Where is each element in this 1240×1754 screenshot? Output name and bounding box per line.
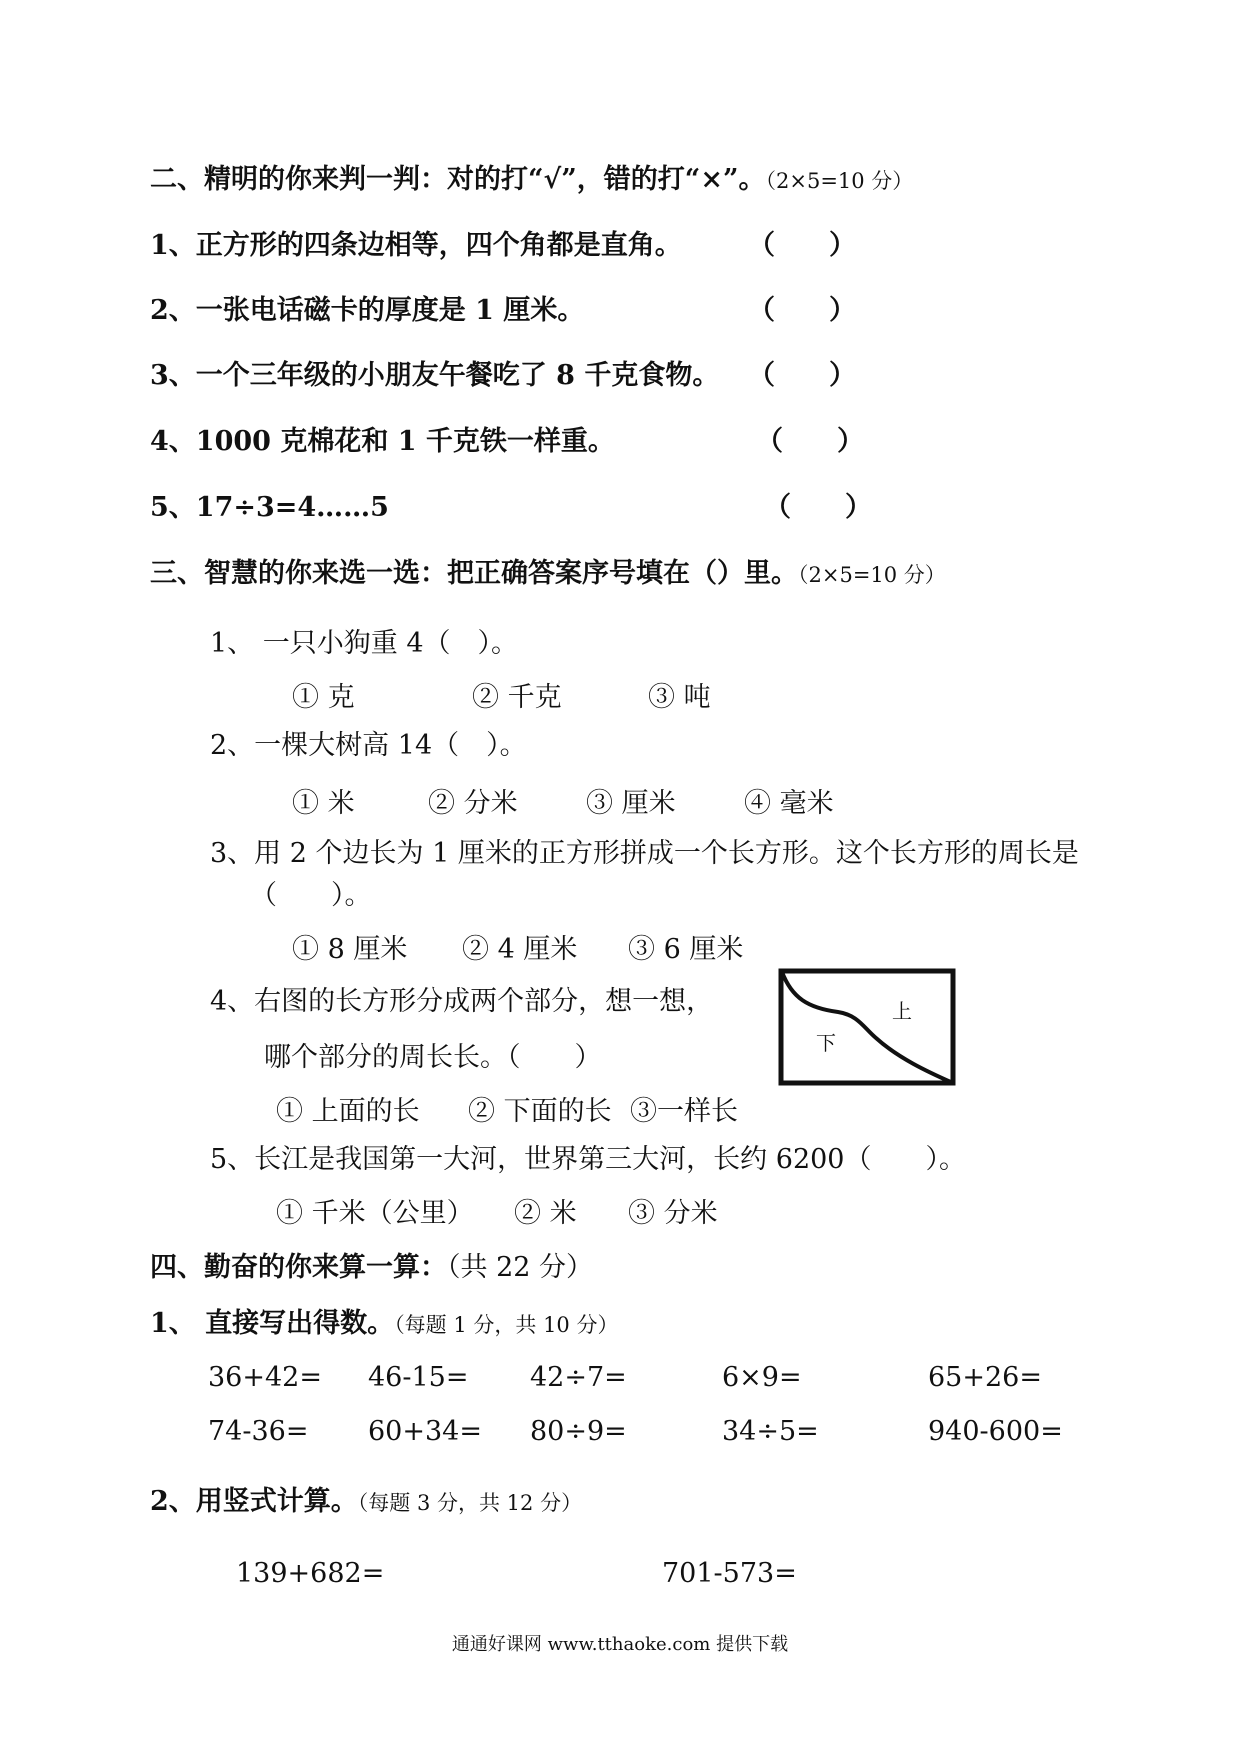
- section3-title: 三、智慧的你来选一选：把正确答案序号填在（）里。: [150, 558, 798, 589]
- choice-q5-option-1[interactable]: ① 千米（公里）: [276, 1198, 474, 1229]
- calc-part1-title: 1、 直接写出得数。: [150, 1308, 395, 1339]
- figure-label-upper: 上: [892, 999, 912, 1023]
- choice-q4-option-3[interactable]: ③一样长: [630, 1096, 738, 1127]
- calc-item[interactable]: 80÷9=: [530, 1416, 627, 1447]
- page-footer: 通通好课网 www.tthaoke.com 提供下载: [451, 1634, 789, 1655]
- choice-q2: 2、一棵大树高 14（ ）。: [210, 730, 527, 761]
- choice-q3-option-3[interactable]: ③ 6 厘米: [628, 934, 744, 965]
- judge-item-text: 1、正方形的四条边相等，四个角都是直角。: [150, 230, 682, 261]
- section4-score: （共 22 分）: [447, 1252, 594, 1283]
- calc-item[interactable]: 940-600=: [928, 1416, 1063, 1447]
- choice-q1: 1、 一只小狗重 4（ ）。: [210, 628, 519, 659]
- figure-curve-divider: [782, 972, 953, 1083]
- calc-item[interactable]: 60+34=: [368, 1416, 482, 1447]
- choice-q1-option-3[interactable]: ③ 吨: [648, 682, 711, 713]
- judge-paren-4[interactable]: （ ）: [756, 426, 864, 457]
- choice-q5-option-3[interactable]: ③ 分米: [628, 1198, 718, 1229]
- judge-paren-2[interactable]: （ ）: [748, 295, 856, 326]
- calc-item[interactable]: 46-15=: [368, 1362, 469, 1393]
- calc-item[interactable]: 34÷5=: [722, 1416, 819, 1447]
- judge-item-3: [150, 358, 719, 394]
- section3-score: （2×5=10 分）: [798, 563, 946, 587]
- choice-q5: 5、长江是我国第一大河，世界第三大河，长约 6200（ ）。: [210, 1144, 966, 1175]
- choice-q4: 4、右图的长方形分成两个部分，想一想，: [210, 986, 714, 1017]
- judge-item-text: 5、17÷3=4……5: [150, 492, 389, 523]
- choice-q4-blank[interactable]: 哪个部分的周长长。（ ）: [264, 1042, 602, 1073]
- choice-q1-option-1[interactable]: ① 克: [292, 682, 355, 713]
- section3-heading: [150, 556, 946, 593]
- section2-heading: [150, 162, 913, 199]
- calc-part2-title: 2、用竖式计算。: [150, 1486, 358, 1517]
- choice-q5-option-2[interactable]: ② 米: [514, 1198, 577, 1229]
- choice-q3-option-2[interactable]: ② 4 厘米: [462, 934, 578, 965]
- choice-q1-option-2[interactable]: ② 千克: [472, 682, 562, 713]
- vertical-calc-item[interactable]: 139+682=: [236, 1558, 385, 1589]
- judge-paren-3[interactable]: （ ）: [748, 360, 856, 391]
- calc-item[interactable]: 74-36=: [208, 1416, 309, 1447]
- choice-q2-option-4[interactable]: ④ 毫米: [744, 788, 834, 819]
- choice-q4-option-2[interactable]: ② 下面的长: [468, 1096, 612, 1127]
- section2-score: （2×5=10 分）: [765, 169, 914, 193]
- judge-paren-5[interactable]: （ ）: [764, 492, 872, 523]
- judge-item-2: [150, 293, 584, 329]
- choice-q3: 3、用 2 个边长为 1 厘米的正方形拼成一个长方形。这个长方形的周长是: [210, 838, 1079, 869]
- choice-q4-option-1[interactable]: ① 上面的长: [276, 1096, 420, 1127]
- choice-q2-option-2[interactable]: ② 分米: [428, 788, 518, 819]
- calc-part2-score: （每题 3 分，共 12 分）: [357, 1491, 583, 1515]
- calc-part1-heading: [150, 1306, 618, 1343]
- judge-item-4: [150, 424, 615, 460]
- choice-q2-option-1[interactable]: ① 米: [292, 788, 355, 819]
- choice-q2-option-3[interactable]: ③ 厘米: [586, 788, 676, 819]
- choice-q3-option-1[interactable]: ① 8 厘米: [292, 934, 408, 965]
- rectangle-figure: [778, 968, 956, 1086]
- calc-item[interactable]: 6×9=: [722, 1362, 802, 1393]
- section4-title: 四、勤奋的你来算一算：: [150, 1252, 447, 1283]
- judge-item-text: 4、1000 克棉花和 1 千克铁一样重。: [150, 426, 615, 457]
- judge-paren-1[interactable]: （ ）: [748, 230, 856, 261]
- judge-item-5: [150, 490, 389, 526]
- judge-item-text: 3、一个三年级的小朋友午餐吃了 8 千克食物。: [150, 360, 720, 391]
- judge-item-1: [150, 228, 682, 264]
- calc-part1-score: （每题 1 分，共 10 分）: [394, 1313, 619, 1337]
- vertical-calc-item[interactable]: 701-573=: [662, 1558, 797, 1589]
- calc-item[interactable]: 65+26=: [928, 1362, 1042, 1393]
- judge-item-text: 2、一张电话磁卡的厚度是 1 厘米。: [150, 295, 585, 326]
- choice-q3-blank[interactable]: （ ）。: [250, 880, 372, 911]
- figure-label-lower: 下: [816, 1031, 836, 1055]
- calc-item[interactable]: 36+42=: [208, 1362, 322, 1393]
- calc-part2-heading: [150, 1484, 582, 1521]
- section4-heading: [150, 1250, 593, 1286]
- section2-title: 二、精明的你来判一判：对的打“√”，错的打“×”。: [150, 164, 766, 195]
- calc-item[interactable]: 42÷7=: [530, 1362, 627, 1393]
